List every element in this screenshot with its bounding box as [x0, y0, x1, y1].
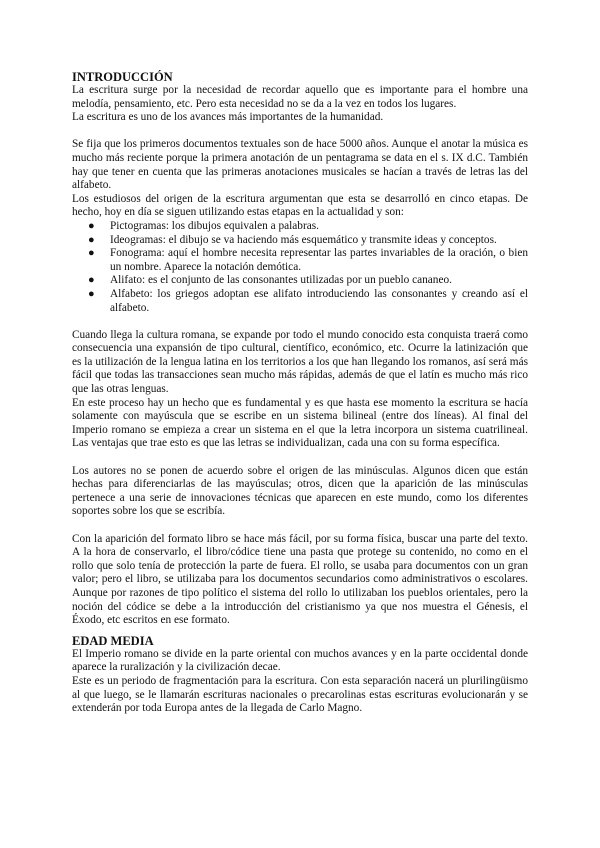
bullet-icon: ●	[88, 274, 95, 287]
writing-stages-list	[72, 220, 528, 315]
bullet-icon: ●	[88, 233, 95, 246]
paragraph: El Imperio romano se divide en la parte oriental con muchos avances y en la parte occidental donde aparece la ruralización y la civilización decae.	[72, 647, 528, 674]
paragraph: Cuando llega la cultura romana, se expande por todo el mundo conocido esta conquista traerá como consecuencia una expansión de tipo cultural, científico, económico, etc. Ocurre la latinización que es la utilización de la lengua latina en los territorios a los que han llegando los romanos, así será más fácil que todas las transacciones sean mucho más rápidas, además de que el latín es mucho más rico que las otras lenguas.	[72, 328, 528, 396]
bullet-icon: ●	[88, 287, 95, 300]
section-heading-edad-media: EDAD MEDIA	[72, 633, 154, 648]
paragraph: La escritura es uno de los avances más importantes de la humanidad.	[72, 111, 384, 124]
paragraph: En este proceso hay un hecho que es fundamental y es que hasta ese momento la escritura se hacía solamente con mayúscula que se escribe en un sistema bilineal (entre dos líneas). Al final del Imperio romano se empieza a crear un sistema en el que la letra incorpora un sistema cuatrilineal. Las ventajas que trae esto es que las letras se individualizan, cada una con su forma específica.	[72, 396, 528, 450]
bullet-icon: ●	[88, 247, 95, 260]
list-item: ● Alfabeto: los griegos adoptan ese alifato introduciendo las consonantes y creando así el alfabeto.	[88, 287, 528, 314]
bullet-icon: ●	[88, 219, 95, 232]
list-item: ● Fonograma: aquí el hombre necesita representar las partes invariables de la oración, o bien un nombre. Aparece la notación demótica.	[88, 247, 528, 273]
paragraph: Los estudiosos del origen de la escritura argumentan que esta se desarrolló en cinco etapas. De hecho, hoy en día se siguen utilizando estas etapas en la actualidad y son:	[72, 192, 528, 219]
paragraph: Este es un periodo de fragmentación para la escritura. Con esta separación nacerá un plurilingüismo al que luego, se le llamarán escrituras nacionales o precarolinas estas escrituras evolucionarán y se extenderán por toda Europa antes de la llegada de Carlo Magno.	[72, 674, 528, 715]
section-heading-introduccion: INTRODUCCIÓN	[72, 70, 173, 84]
list-item: ● Pictogramas: los dibujos equivalen a palabras.	[88, 219, 319, 232]
paragraph: Los autores no se ponen de acuerdo sobre el origen de las minúsculas. Algunos dicen que están hechas para diferenciarlas de las mayúsculas; otros, dicen que la aparición de las minúsculas pertenece a una serie de innovaciones técnicas que aparecen en este mundo, como los diferentes soportes sobre los que se escribía.	[72, 464, 528, 518]
list-item: ● Alifato: es el conjunto de las consonantes utilizadas por un pueblo cananeo.	[88, 274, 452, 287]
paragraph: La escritura surge por la necesidad de recordar aquello que es importante para el hombre una melodía, pensamiento, etc. Pero esta necesidad no se da a la vez en todos los lugares.	[72, 84, 528, 110]
list-item: ● Ideogramas: el dibujo se va haciendo más esquemático y transmite ideas y conceptos.	[88, 233, 497, 246]
paragraph: Se fija que los primeros documentos textuales son de hace 5000 años. Aunque el anotar la música es mucho más reciente porque la primera anotación de un pentagrama se data en el s. IX d.C. También hay que tener en cuenta que las primeras anotaciones musicales se hacían a través de letras las del alfabeto.	[72, 138, 528, 192]
paragraph: Con la aparición del formato libro se hace más fácil, por su forma física, buscar una parte del texto. A la hora de conservarlo, el libro/códice tiene una pasta que protege su contenido, no como en el rollo que solo tenía de protección la parte de fuera. El rollo, se usaba para documentos con un gran valor; pero el libro, se utilizaba para los documentos secundarios como administrativos o escolares. Aunque por razones de tipo político el sistema del rollo lo utilizaban los pueblos orientales, pero la noción del códice se debe a la introducción del cristianismo ya que nos muestra el Génesis, el Éxodo, etc escritos en ese formato.	[72, 532, 528, 627]
